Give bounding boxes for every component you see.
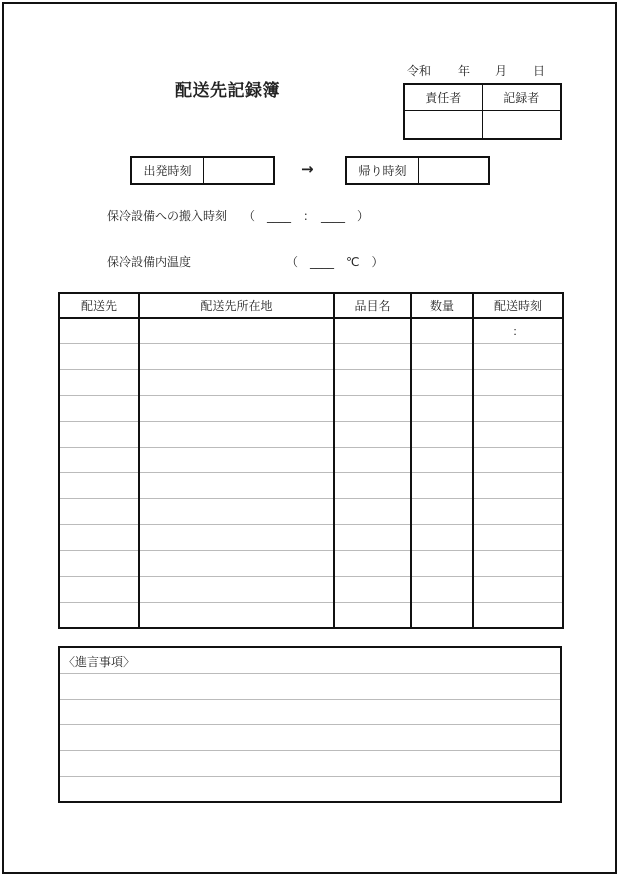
table-row — [59, 473, 563, 499]
table-cell[interactable] — [139, 602, 334, 628]
table-row — [59, 447, 563, 473]
table-cell[interactable] — [473, 395, 563, 421]
table-cell[interactable] — [334, 525, 411, 551]
table-cell[interactable] — [334, 447, 411, 473]
table-cell[interactable] — [473, 370, 563, 396]
table-cell[interactable] — [334, 421, 411, 447]
table-row — [59, 421, 563, 447]
table-row — [59, 576, 563, 602]
col-address: 配送先所在地 — [139, 293, 334, 318]
table-cell[interactable] — [59, 525, 139, 551]
table-cell[interactable] — [139, 344, 334, 370]
table-cell[interactable]: ： — [473, 318, 563, 344]
table-cell[interactable] — [334, 344, 411, 370]
notes-line[interactable] — [60, 725, 560, 751]
table-row — [59, 602, 563, 628]
table-cell[interactable] — [473, 550, 563, 576]
responsible-header: 責任者 — [405, 85, 483, 111]
table-row — [59, 525, 563, 551]
date-era: 令和 — [407, 64, 432, 78]
col-delivery-time: 配送時刻 — [473, 293, 563, 318]
table-cell[interactable] — [59, 370, 139, 396]
departure-time-box — [130, 156, 275, 185]
departure-time-label: 出発時刻 — [132, 158, 204, 183]
table-cell[interactable] — [411, 576, 473, 602]
table-cell[interactable] — [59, 499, 139, 525]
table-cell[interactable] — [473, 447, 563, 473]
table-cell[interactable] — [59, 395, 139, 421]
carry-in-time-label: 保冷設備への搬入時刻 — [107, 209, 228, 223]
date-day: 日 — [533, 64, 546, 78]
table-cell[interactable] — [59, 421, 139, 447]
table-cell[interactable] — [411, 499, 473, 525]
notes-line[interactable] — [60, 674, 560, 700]
table-cell[interactable] — [139, 499, 334, 525]
arrow-icon: → — [301, 160, 314, 178]
signature-box — [403, 83, 562, 140]
delivery-table — [58, 292, 564, 629]
page-title: 配送先記録簿 — [175, 81, 280, 101]
table-row — [59, 318, 563, 344]
table-header-row — [59, 293, 563, 318]
table-cell[interactable] — [411, 473, 473, 499]
table-cell[interactable] — [334, 318, 411, 344]
recorder-header: 記録者 — [483, 85, 561, 111]
table-row — [59, 344, 563, 370]
table-cell[interactable] — [139, 576, 334, 602]
storage-temp-field[interactable]: （ ____ ℃ ） — [286, 255, 384, 269]
table-cell[interactable] — [473, 344, 563, 370]
table-cell[interactable] — [139, 473, 334, 499]
col-destination: 配送先 — [59, 293, 139, 318]
table-cell[interactable] — [139, 525, 334, 551]
table-cell[interactable] — [411, 421, 473, 447]
table-row — [59, 395, 563, 421]
table-cell[interactable] — [473, 602, 563, 628]
table-cell[interactable] — [473, 499, 563, 525]
table-cell[interactable] — [473, 473, 563, 499]
table-cell[interactable] — [411, 602, 473, 628]
table-cell[interactable] — [334, 499, 411, 525]
date-month: 月 — [495, 64, 508, 78]
table-cell[interactable] — [139, 395, 334, 421]
table-cell[interactable] — [334, 370, 411, 396]
table-cell[interactable] — [59, 473, 139, 499]
table-cell[interactable] — [411, 370, 473, 396]
return-time-label: 帰り時刻 — [347, 158, 419, 183]
table-cell[interactable] — [59, 602, 139, 628]
table-cell[interactable] — [139, 421, 334, 447]
date-year: 年 — [458, 64, 471, 78]
table-cell[interactable] — [59, 344, 139, 370]
notes-line[interactable] — [60, 777, 560, 803]
table-cell[interactable] — [411, 525, 473, 551]
table-row — [59, 370, 563, 396]
storage-temp-label: 保冷設備内温度 — [107, 255, 192, 269]
table-cell[interactable] — [411, 344, 473, 370]
table-cell[interactable] — [334, 473, 411, 499]
table-row — [59, 499, 563, 525]
return-time-field[interactable] — [419, 158, 488, 183]
return-time-box — [345, 156, 490, 185]
carry-in-time-field[interactable]: （ ____ ： ____ ） — [243, 209, 370, 223]
table-cell[interactable] — [473, 576, 563, 602]
table-cell[interactable] — [139, 370, 334, 396]
departure-time-field[interactable] — [204, 158, 273, 183]
table-cell[interactable] — [59, 447, 139, 473]
table-cell[interactable] — [59, 576, 139, 602]
table-cell[interactable] — [411, 318, 473, 344]
table-cell[interactable] — [59, 550, 139, 576]
table-cell[interactable] — [139, 550, 334, 576]
table-cell[interactable] — [334, 576, 411, 602]
table-row — [59, 550, 563, 576]
table-cell[interactable] — [334, 550, 411, 576]
table-cell[interactable] — [411, 550, 473, 576]
table-cell[interactable] — [411, 395, 473, 421]
table-cell[interactable] — [473, 421, 563, 447]
table-cell[interactable] — [334, 395, 411, 421]
table-cell[interactable] — [139, 318, 334, 344]
notes-label: 〈進言事項〉 — [60, 648, 560, 674]
col-item: 品目名 — [334, 293, 411, 318]
table-cell[interactable] — [59, 318, 139, 344]
notes-line[interactable] — [60, 751, 560, 777]
col-quantity: 数量 — [411, 293, 473, 318]
notes-box — [58, 646, 562, 803]
responsible-stamp-field[interactable] — [405, 111, 483, 138]
notes-line[interactable] — [60, 700, 560, 726]
table-cell[interactable] — [139, 447, 334, 473]
table-cell[interactable] — [334, 602, 411, 628]
recorder-stamp-field[interactable] — [483, 111, 561, 138]
table-cell[interactable] — [411, 447, 473, 473]
table-cell[interactable] — [473, 525, 563, 551]
